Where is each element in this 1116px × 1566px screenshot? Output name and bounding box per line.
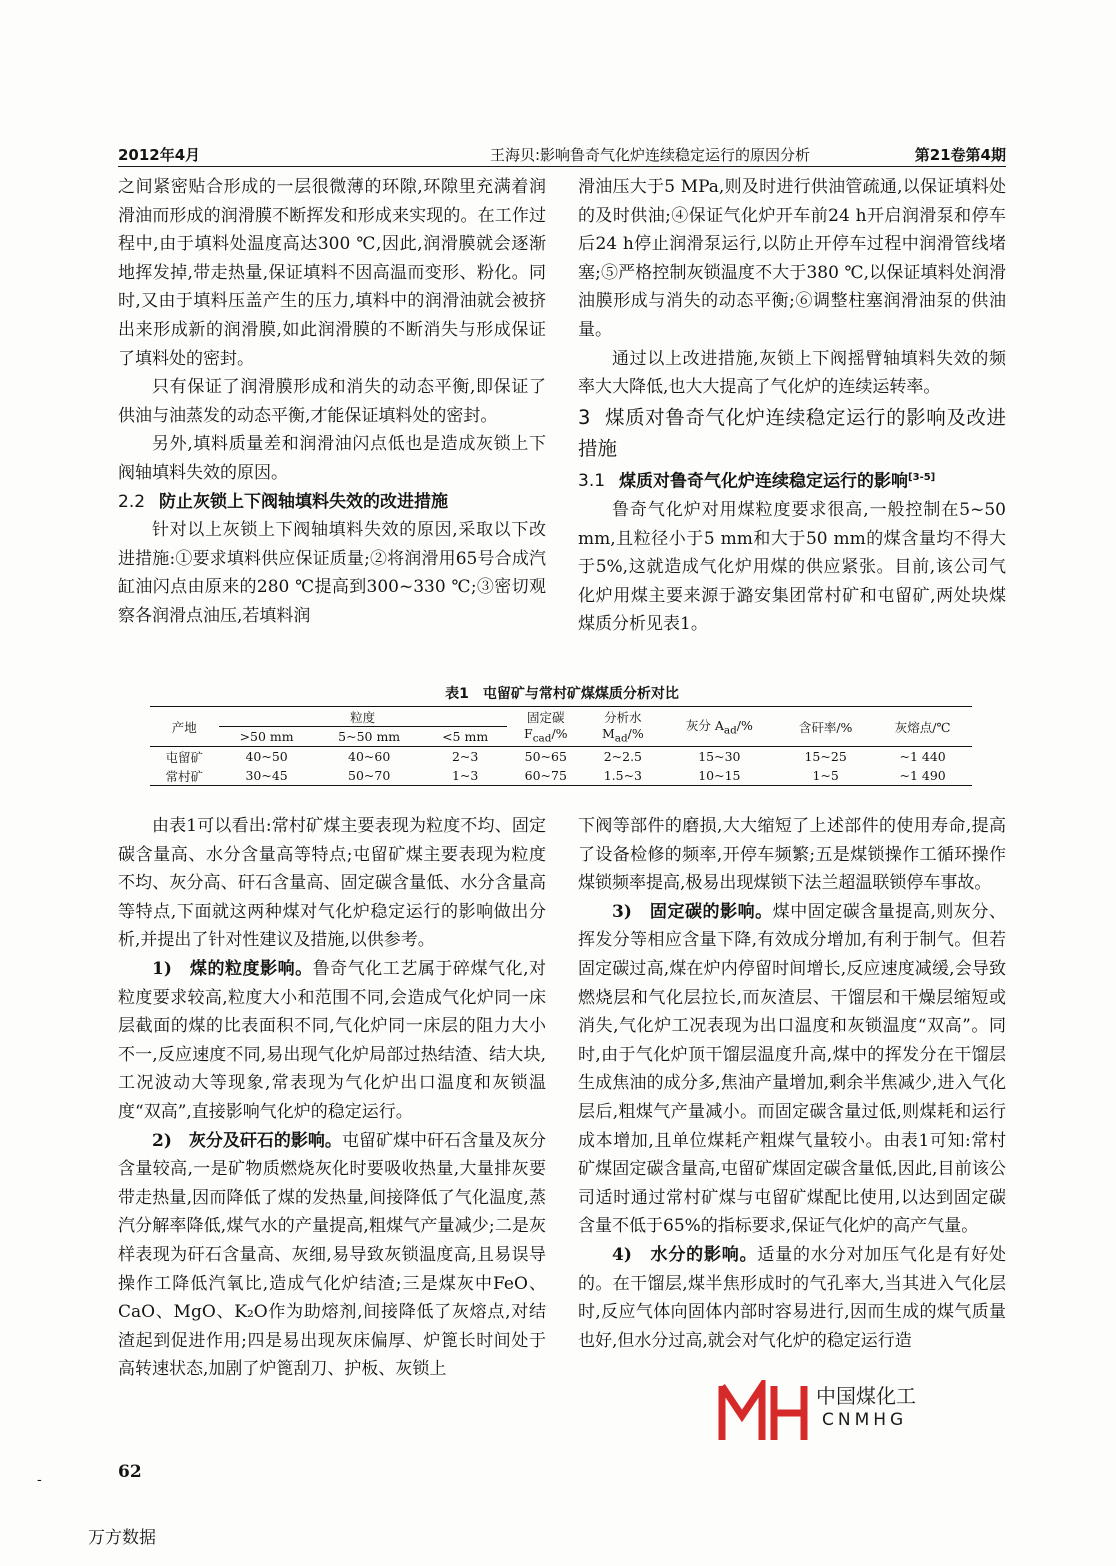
paragraph: 通过以上改进措施,灰锁上下阀摇臂轴填料失效的频率大大降低,也大大提高了气化炉的连续运转率。	[578, 348, 1006, 398]
column-top-left	[118, 173, 546, 631]
cell: 10~15	[661, 766, 778, 786]
cell: 50~70	[315, 766, 424, 786]
paragraph: 之间紧密贴合形成的一层很微薄的环隙,环隙里充满着润滑油而形成的润滑膜不断挥发和形成来实现的。在工作过程中,由于填料处温度高达300 ℃,因此,润滑膜就会逐渐地挥发掉,带走热量,保证填料不因高温而变形、粉化。同时,又由于填料压盖产生的压力,填料中的润滑油就会被挤出来形成新的润滑膜,如此润滑膜的不断消失与形成保证了填料处的密封。	[118, 177, 546, 369]
header-date: 2012年4月	[118, 146, 201, 164]
th-moisture: 分析水 $M_{ad}/\%$	[585, 707, 661, 747]
column-bottom-left	[118, 812, 546, 1384]
cnmhg-watermark-logo	[718, 1380, 1008, 1450]
header-title: 王海贝:影响鲁奇气化炉连续稳定运行的原因分析	[490, 146, 811, 164]
paragraph: 2) 灰分及矸石的影响。屯留矿煤中矸石含量及灰分含量较高,一是矿物质燃烧灰化时要吸收热量,大量排灰要带走热量,因而降低了煤的发热量,间接降低了气化温度,蒸汽分解率降低,煤气水的产量提高,粗煤气产量减少;二是灰样表现为矸石含量高、灰细,易导致灰锁温度高,且易误导操作工降低汽氧比,造成气化炉结渣;三是煤灰中FeO、CaO、MgO、K₂O作为助熔剂,间接降低了灰熔点,对结渣起到促进作用;四是易出现灰床偏厚、炉篦长时间处于高转速状态,加剧了炉篦刮刀、护板、灰锁上	[118, 1130, 546, 1380]
paragraph: 鲁奇气化炉对用煤粒度要求很高,一般控制在5~50 mm,且粒径小于5 mm和大于50 mm的煤含量均不得大于5%,这就造成气化炉用煤的供应紧张。目前,该公司气化炉用煤主要来源于潞安集团常村矿和屯留矿,两处块煤煤质分析见表1。	[578, 500, 1006, 635]
th-size-lt5: <5 mm	[442, 729, 489, 744]
section-heading-3-1: 3.1 煤质对鲁奇气化炉连续稳定运行的影响[3-5]	[578, 471, 936, 492]
column-top-right	[578, 173, 1006, 639]
cell: 1~3	[424, 766, 507, 786]
cell: 2~2.5	[585, 747, 661, 767]
th-origin: 产地	[150, 707, 219, 747]
cell: 50~65	[507, 747, 585, 767]
source-watermark: 万方数据	[88, 1528, 156, 1548]
paragraph: 只有保证了润滑膜形成和消失的动态平衡,即保证了供油与油蒸发的动态平衡,才能保证填料处的密封。	[118, 377, 546, 426]
section-heading-2-2: 2.2 防止灰锁上下阀轴填料失效的改进措施	[118, 491, 449, 512]
table-row	[150, 766, 972, 786]
th-size-gt50: >50 mm	[239, 729, 294, 744]
paragraph: 1) 煤的粒度影响。鲁奇气化工艺属于碎煤气化,对粒度要求较高,粒度大小和范围不同,会造成气化炉同一床层截面的煤的比表面积不同,气化炉同一床层的阻力大小不一,反应速度不同,易出现气化炉局部过热结渣、结大块,工况波动大等现象,常表现为气化炉出口温度和灰锁温度“双高”,直接影响气化炉的稳定运行。	[118, 958, 546, 1122]
coal-quality-table	[150, 706, 972, 786]
th-gangue: 含矸率/%	[778, 707, 873, 747]
th-ash: 灰分 $A_{ad}/\%$	[661, 707, 778, 747]
running-header	[118, 142, 1006, 167]
paragraph: 3) 固定碳的影响。煤中固定碳含量提高,则灰分、挥发分等相应含量下降,有效成分增加,有利于制气。但若固定碳过高,煤在炉内停留时间增长,反应速度减缓,会导致燃烧层和气化层拉长,而灰渣层、干馏层和干燥层缩短或消失,气化炉工况表现为出口温度和灰锁温度“双高”。同时,由于气化炉顶干馏层温度升高,煤中的挥发分在干馏层生成焦油的成分多,焦油产量增加,剩余半焦减少,进入气化层后,粗煤气产量减小。而固定碳含量过低,则煤耗和运行成本增加,且单位煤耗产粗煤气量较小。由表1可知:常村矿煤固定碳含量高,屯留矿煤固定碳含量低,因此,目前该公司适时通过常村矿煤与屯留矿煤配比使用,以达到固定碳含量不低于65%的指标要求,保证气化炉的高产气量。	[578, 901, 1006, 1237]
cell-origin: 屯留矿	[150, 747, 219, 767]
cell: ~1 490	[873, 766, 972, 786]
th-ash-melt: 灰熔点/℃	[873, 707, 972, 747]
citation: [3-5]	[908, 471, 936, 483]
logo-english-text: CNMHG	[822, 1410, 908, 1430]
cell: 2~3	[424, 747, 507, 767]
page-number: 62	[118, 1462, 142, 1482]
cell: 1.5~3	[585, 766, 661, 786]
table-row	[150, 747, 972, 767]
paragraph: 由表1可以看出:常村矿煤主要表现为粒度不均、固定碳含量高、水分含量高等特点;屯留矿煤主要表现为粒度不均、灰分高、矸石含量高、固定碳含量低、水分含量高等特点,下面就这两种煤对气化炉稳定运行的影响做出分析,并提出了针对性建议及措施,以供参考。	[118, 816, 546, 951]
mh-logo-icon	[718, 1380, 810, 1446]
section-heading-3: 3 煤质对鲁奇气化炉连续稳定运行的影响及改进措施	[578, 405, 1006, 460]
th-size-5-50: 5~50 mm	[338, 729, 401, 744]
paragraph: 4) 水分的影响。适量的水分对加压气化是有好处的。在干馏层,煤半焦形成时的气孔率大,当其进入气化层时,反应气体向固体内部时容易进行,因而生成的煤气质量也好,但水分过高,就会对气化炉的稳定运行造	[578, 1244, 1007, 1351]
th-fixed-carbon: 固定碳 $F_{cad}/\%$	[507, 707, 585, 747]
cell: 40~50	[219, 747, 315, 767]
paragraph: 滑油压大于5 MPa,则及时进行供油管疏通,以保证填料处的及时供油;④保证气化炉开车前24 h开启润滑泵和停车后24 h停止润滑泵运行,以防止开停车过程中润滑管线堵塞;⑤严格控制灰锁温度不大于380 ℃,以保证填料处润滑油膜形成与消失的动态平衡;⑥调整柱塞润滑油泵的供油量。	[578, 177, 1006, 340]
paragraph: 另外,填料质量差和润滑油闪点低也是造成灰锁上下阀轴填料失效的原因。	[118, 434, 546, 483]
paragraph: 针对以上灰锁上下阀轴填料失效的原因,采取以下改进措施:①要求填料供应保证质量;②将润滑用65号合成汽缸油闪点由原来的280 ℃提高到300~330 ℃;③密切观察各润滑点油压,若填料润	[118, 520, 546, 626]
table-caption: 表1 屯留矿与常村矿煤煤质分析对比	[445, 686, 679, 702]
column-bottom-right	[578, 812, 1006, 1355]
th-size: 粒度	[219, 707, 507, 727]
cell: 40~60	[315, 747, 424, 767]
cell: 60~75	[507, 766, 585, 786]
cell: 1~5	[778, 766, 873, 786]
cell: 15~30	[661, 747, 778, 767]
cell: ~1 440	[873, 747, 972, 767]
cell-origin: 常村矿	[150, 766, 219, 786]
paragraph: 下阀等部件的磨损,大大缩短了上述部件的使用寿命,提高了设备检修的频率,开停车频繁;五是煤锁操作工循环操作煤锁频率提高,极易出现煤锁下法兰超温联锁停车事故。	[578, 816, 1006, 894]
cell: 15~25	[778, 747, 873, 767]
cell: 30~45	[219, 766, 315, 786]
margin-mark: -	[37, 1472, 42, 1488]
logo-chinese-text: 中国煤化工	[814, 1380, 918, 1409]
header-volume: 第21卷第4期	[914, 146, 1006, 164]
